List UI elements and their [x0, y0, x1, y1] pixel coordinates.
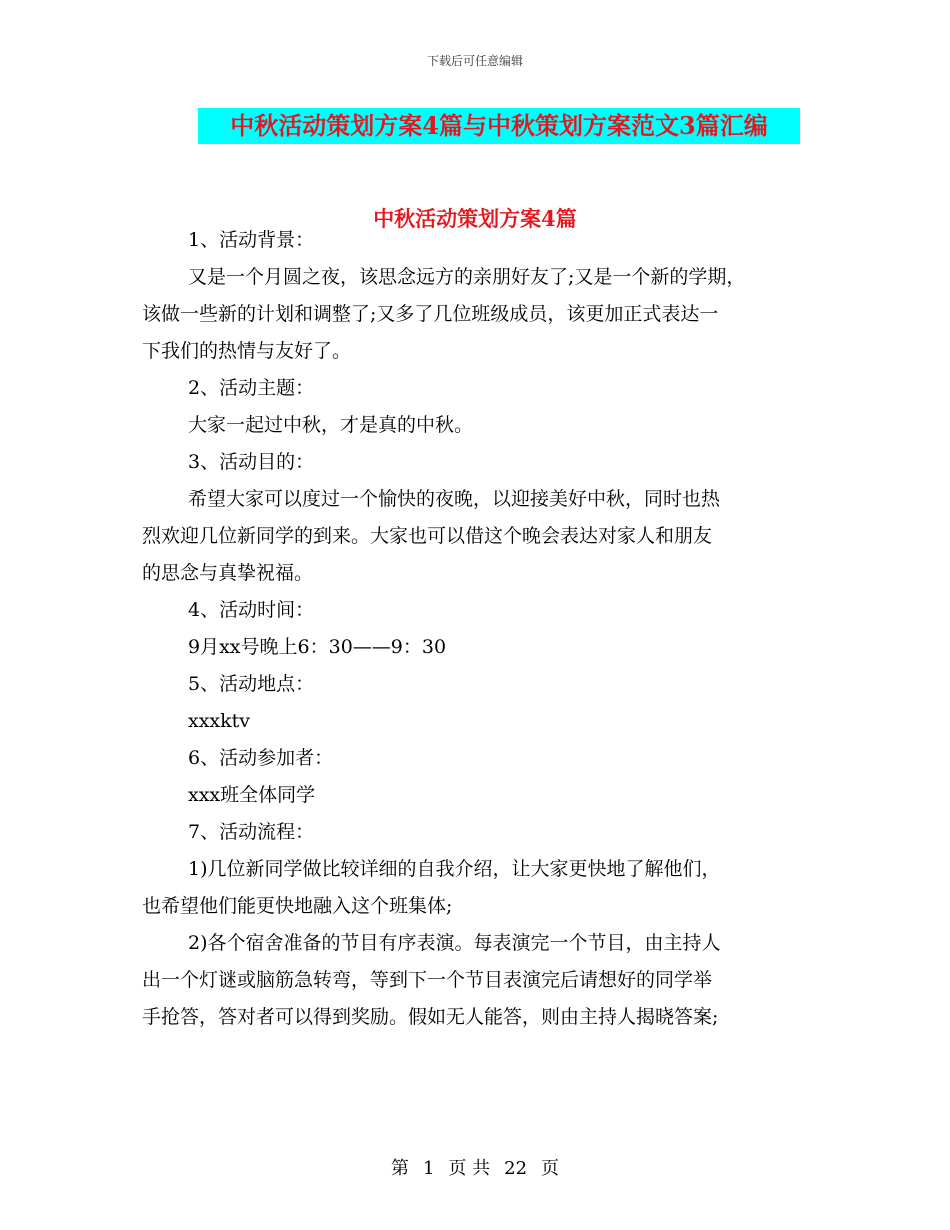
paragraph	[142, 851, 810, 925]
text-line: 也希望他们能更快地融入这个班集体;	[142, 895, 453, 917]
paragraph	[142, 481, 810, 592]
page-footer	[0, 1154, 950, 1180]
text-line: 出一个灯谜或脑筋急转弯，等到下一个节目表演完后请想好的同学举	[142, 969, 713, 991]
paragraph	[142, 777, 810, 814]
paragraph	[142, 703, 810, 740]
text-line: 下我们的热情与友好了。	[142, 340, 352, 362]
text-line: 该做一些新的计划和调整了;又多了几位班级成员，该更加正式表达一	[142, 303, 719, 325]
header-note: 下载后可任意编辑	[426, 54, 523, 68]
document-body	[142, 222, 810, 1036]
text-line: 的思念与真挚祝福。	[142, 562, 314, 584]
footer-middle: 页 共	[448, 1158, 491, 1179]
text-line: 3、活动目的：	[188, 451, 315, 473]
paragraph	[142, 592, 810, 629]
paragraph	[142, 740, 810, 777]
text-line: xxxktv	[188, 710, 251, 732]
main-title: 中秋活动策划方案4篇与中秋策划方案范文3篇汇编	[198, 108, 800, 144]
paragraph	[142, 407, 810, 444]
section-title: 中秋活动策划方案4篇	[373, 206, 577, 231]
text-line: 9月xx号晚上6：30——9：30	[188, 636, 447, 658]
text-line: 1)几位新同学做比较详细的自我介绍，让大家更快地了解他们，	[188, 858, 721, 880]
text-line: 2、活动主题：	[188, 377, 315, 399]
paragraph	[142, 666, 810, 703]
paragraph	[142, 444, 810, 481]
paragraph	[142, 370, 810, 407]
text-line: 烈欢迎几位新同学的到来。大家也可以借这个晚会表达对家人和朋友	[142, 525, 713, 547]
page-number: 1	[422, 1158, 435, 1179]
total-pages: 22	[504, 1158, 528, 1179]
paragraph	[142, 925, 810, 1036]
text-line: 希望大家可以度过一个愉快的夜晚，以迎接美好中秋，同时也热	[188, 488, 721, 510]
paragraph	[142, 814, 810, 851]
text-line: 5、活动地点：	[188, 673, 315, 695]
paragraph	[142, 222, 810, 259]
text-line: 大家一起过中秋，才是真的中秋。	[188, 414, 474, 436]
footer-prefix: 第	[390, 1158, 409, 1179]
paragraph	[142, 629, 810, 666]
text-line: 7、活动流程：	[188, 821, 315, 843]
text-line: 又是一个月圆之夜，该思念远方的亲朋好友了;又是一个新的学期，	[188, 266, 746, 288]
footer-suffix: 页	[541, 1158, 560, 1179]
text-line: 2)各个宿舍准备的节目有序表演。每表演完一个节目，由主持人	[188, 932, 721, 954]
text-line: 1、活动背景：	[188, 229, 315, 251]
text-line: 4、活动时间：	[188, 599, 315, 621]
text-line: xxx班全体同学	[188, 784, 316, 806]
paragraph	[142, 259, 810, 370]
text-line: 手抢答，答对者可以得到奖励。假如无人能答，则由主持人揭晓答案;	[142, 1006, 719, 1028]
text-line: 6、活动参加者：	[188, 747, 334, 769]
